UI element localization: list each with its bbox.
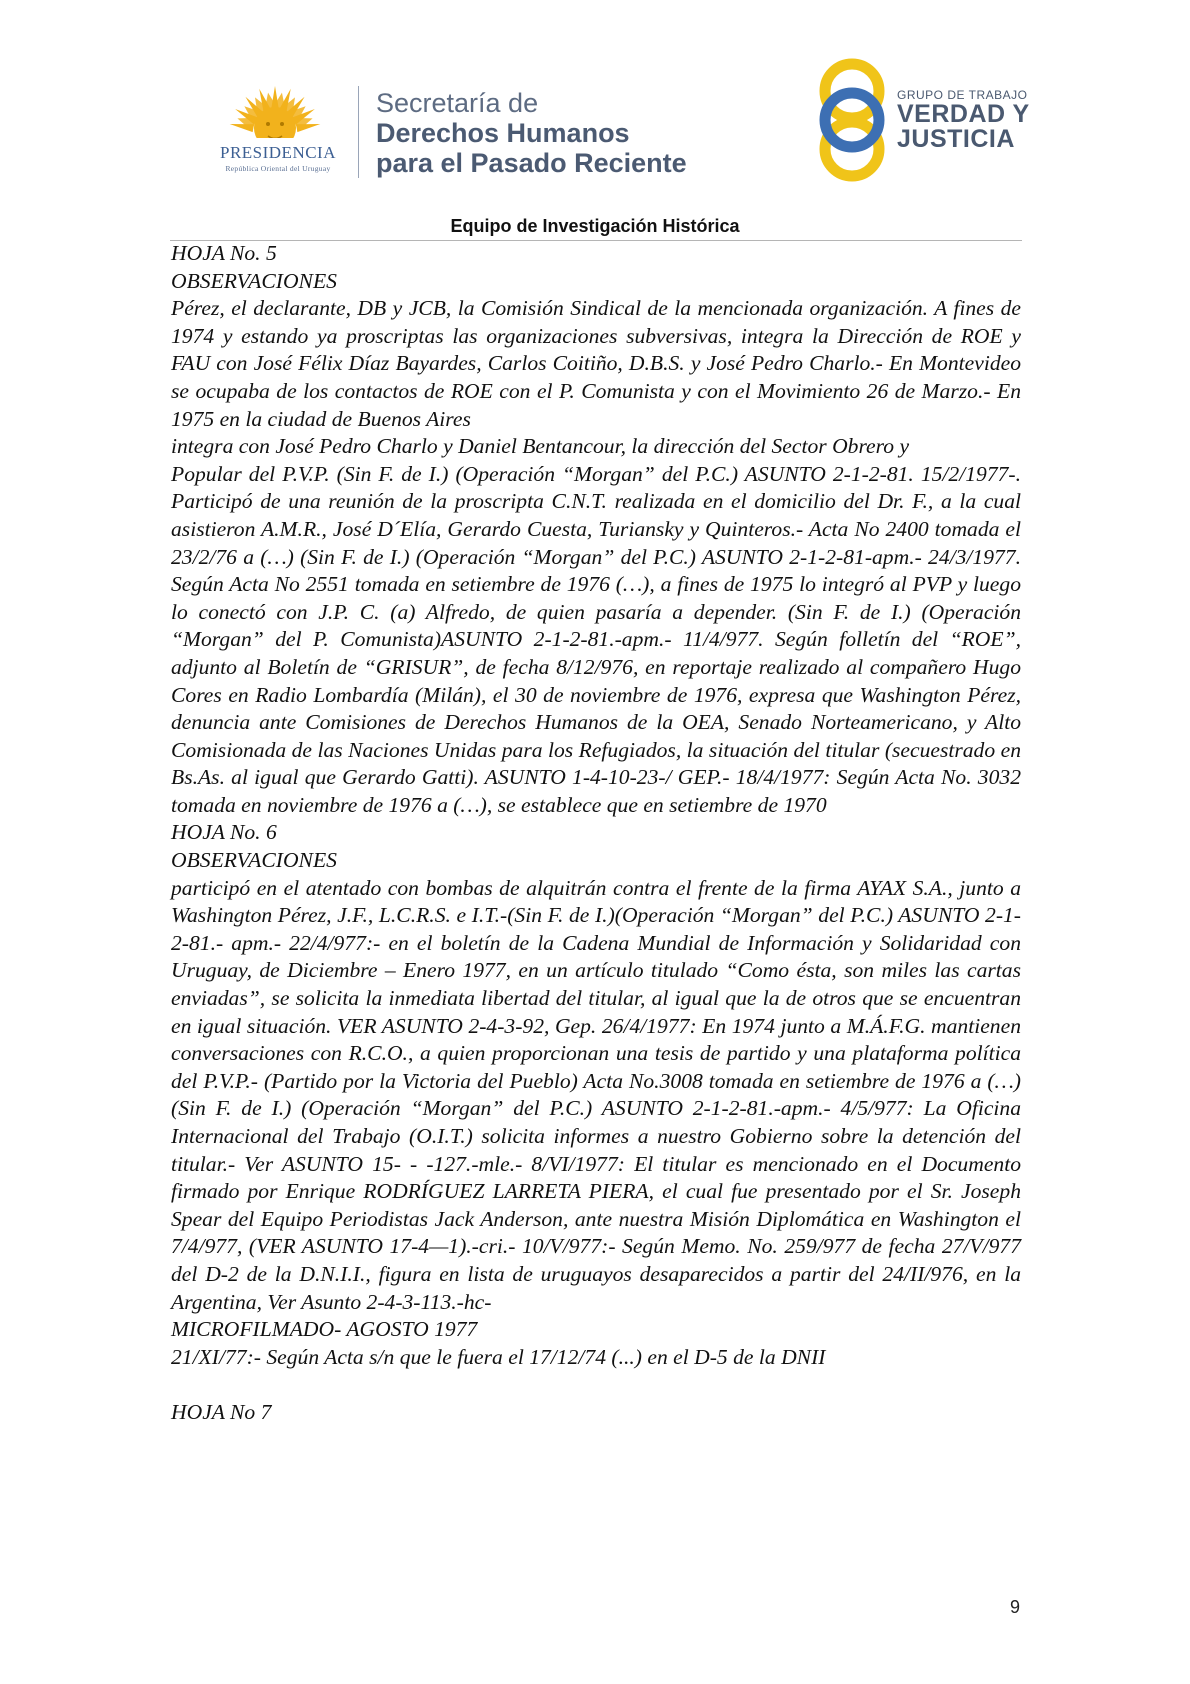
- verdad-justicia-rings-icon: [816, 57, 888, 183]
- grupo-line-3: JUSTICIA: [897, 125, 1015, 153]
- page-number: 9: [1010, 1597, 1021, 1617]
- grupo-line-1: GRUPO DE TRABAJO: [897, 88, 1028, 102]
- paragraph-2: Popular del P.V.P. (Sin F. de I.) (Operación “Morgan” del P.C.) ASUNTO 2-1-2-81. 15/2/1977-. Participó de una reunión de la proscripta C.N.T. realizada en el domicilio del Dr. F., a la cual asistieron A.M.R., José D´Elía, Gerardo Cuesta, Turiansky y Quinteros.- Acta No 2400 tomada el 23/2/76 a (…) (Sin F. de I.) (Operación “Morgan” del P.C.) ASUNTO 2-1-2-81-apm.- 24/3/1977. Según Acta No 2551 tomada en setiembre de 1976 (…), a fines de 1975 lo integró al PVP y luego lo conectó con J.P. C. (a) Alfredo, de quien pasaría a depender. (Sin F. de I.) (Operación “Morgan” del P. Comunista)ASUNTO 2-1-2-81.-apm.- 11/4/977. Según folletín del “ROE”, adjunto al Boletín de “GRISUR”, de fecha 8/12/976, en reportaje realizado al compañero Hugo Cores en Radio Lombardía (Milán), el 30 de noviembre de 1976, expresa que Washington Pérez, denuncia ante Comisiones de Derechos Humanos de la OEA, Senado Norteamericano, y Alto Comisionada de las Naciones Unidas para los Refugiados, la situación del titular (secuestrado en Bs.As. al igual que Gerardo Gatti). ASUNTO 1-4-10-23-/ GEP.- 18/4/1977: Según Acta No. 3032 tomada en noviembre de 1976 a (…), se establece que en setiembre de 1970: [171, 461, 1021, 817]
- hoja-5-heading: HOJA No. 5: [171, 241, 277, 265]
- hoja-7-heading: HOJA No 7: [171, 1399, 272, 1424]
- blank-line: [171, 1371, 1021, 1399]
- document-body: [171, 240, 1021, 1427]
- page-header: [0, 0, 1190, 200]
- acta-line: 21/XI/77:- Según Acta s/n que le fuera el 17/12/74 (...) en el D-5 de la DNII: [171, 1344, 826, 1369]
- secretaria-line-3: para el Pasado Reciente: [376, 148, 687, 178]
- secretaria-line-1: Secretaría de: [376, 88, 539, 118]
- hoja-6-heading: HOJA No. 6: [171, 820, 277, 845]
- observaciones-heading-2: OBSERVACIONES: [171, 848, 337, 873]
- paragraph-1: Pérez, el declarante, DB y JCB, la Comisión Sindical de la mencionada organización. A fines de 1974 y estando ya proscriptas las organizaciones subversivas, integra la Dirección de ROE y FAU con José Félix Díaz Bayardes, Carlos Coitiño, D.B.S. y José Pedro Charlo.- En Montevideo se ocupaba de los contactos de ROE con el P. Comunista y con el Movimiento 26 de Marzo.- En 1975 en la ciudad de Buenos Aires: [171, 296, 1021, 431]
- team-heading: Equipo de Investigación Histórica: [450, 216, 740, 236]
- presidencia-label: PRESIDENCIA: [219, 143, 336, 162]
- secretaria-line-2: Derechos Humanos: [376, 118, 630, 148]
- microfilmado-line: MICROFILMADO- AGOSTO 1977: [171, 1317, 478, 1342]
- presidencia-sublabel: República Oriental del Uruguay: [225, 164, 331, 173]
- paragraph-3: participó en el atentado con bombas de alquitrán contra el frente de la firma AYAX S.A., junto a Washington Pérez, J.F., L.C.R.S. e I.T.-(Sin F. de I.)(Operación “Morgan” del P.C.) ASUNTO 2-1-2-81.- apm.- 22/4/977:- en el boletín de la Cadena Mundial de Información y Solidaridad con Uruguay, de Diciembre – Enero 1977, en un artículo titulado “Como ésta, son miles las cartas enviadas”, se solicita la inmediata libertad del titular, al igual que la de otros que se encuentran en igual situación. VER ASUNTO 2-4-3-92, Gep. 26/4/1977: En 1974 junto a M.Á.F.G. mantienen conversaciones con R.C.O., a quien proporcionan una tesis de partido y una plataforma política del P.V.P.- (Partido por la Victoria del Pueblo) Acta No.3008 tomada en setiembre de 1976 a (…) (Sin F. de I.) (Operación “Morgan” del P.C.) ASUNTO 2-1-2-81.-apm.- 4/5/977: La Oficina Internacional del Trabajo (O.I.T.) solicita informes a nuestro Gobierno sobre la detención del titular.- Ver ASUNTO 15- - -127.-mle.- 8/VI/1977: El titular es mencionado en el Documento firmado por Enrique RODRÍGUEZ LARRETA PIERA, el cual fue presentado por el Sr. Joseph Spear del Equipo Periodistas Jack Anderson, ante nuestra Misión Diplomática en Washington el 7/4/977, (VER ASUNTO 17-4—1).-cri.- 10/V/977:- Según Memo. No. 259/977 de fecha 27/V/977 del D-2 de la D.N.I.I., figura en lista de uruguayos desaparecidos a partir del 24/II/976, en la Argentina, Ver Asunto 2-4-3-113.-hc-: [171, 875, 1021, 1314]
- observaciones-heading-1: OBSERVACIONES: [171, 268, 337, 293]
- paragraph-1-last-line: integra con José Pedro Charlo y Daniel Bentancour, la dirección del Sector Obrero y: [171, 434, 910, 459]
- grupo-trabajo-logo-text: [897, 88, 1030, 152]
- header-divider: [358, 86, 359, 178]
- grupo-line-2: VERDAD Y: [897, 100, 1030, 128]
- secretaria-logo-text: [376, 88, 687, 178]
